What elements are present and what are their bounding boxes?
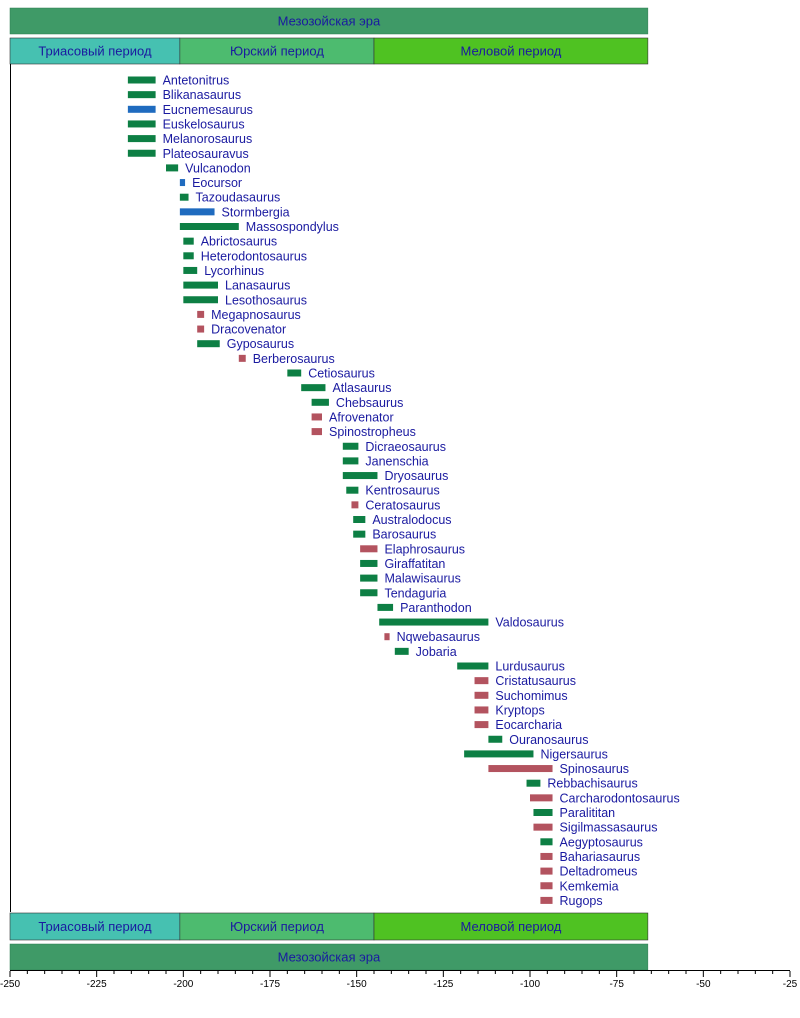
bar-massospondylus xyxy=(180,223,239,230)
top-period-label-2: Меловой период xyxy=(460,43,562,59)
bar-paranthodon xyxy=(377,604,393,611)
label-dicraeosaurus: Dicraeosaurus xyxy=(365,439,446,454)
bar-janenschia xyxy=(343,457,359,464)
label-valdosaurus: Valdosaurus xyxy=(495,615,564,630)
bar-barosaurus xyxy=(353,531,365,538)
bar-atlasaurus xyxy=(301,384,325,391)
bar-eocursor xyxy=(180,179,185,186)
x-tick-label: -150 xyxy=(346,979,367,990)
bar-antetonitrus xyxy=(128,77,156,84)
bar-spinosaurus xyxy=(488,765,552,772)
bar-malawisaurus xyxy=(360,575,377,582)
bar-valdosaurus xyxy=(379,619,488,626)
x-tick-label: -75 xyxy=(609,979,624,990)
top-bands xyxy=(10,8,648,64)
bar-nqwebasaurus xyxy=(384,633,389,640)
label-stormbergia: Stormbergia xyxy=(221,205,290,220)
top-era-label: Мезозойская эра xyxy=(277,13,381,29)
label-heterodontosaurus: Heterodontosaurus xyxy=(200,249,308,264)
bar-carcharodontosaurus xyxy=(530,794,553,801)
bar-melanorosaurus xyxy=(128,135,156,142)
bar-berberosaurus xyxy=(239,355,246,362)
x-tick-label: -50 xyxy=(696,979,711,990)
x-tick-label: -175 xyxy=(259,979,281,990)
label-plateosauravus: Plateosauravus xyxy=(162,146,249,161)
bottom-period-label-2: Меловой период xyxy=(460,919,562,934)
label-barosaurus: Barosaurus xyxy=(372,527,437,542)
label-dracovenator: Dracovenator xyxy=(211,322,287,337)
label-euskelosaurus: Euskelosaurus xyxy=(162,117,245,132)
bar-deltadromeus xyxy=(540,868,552,875)
label-vulcanodon: Vulcanodon xyxy=(185,161,251,176)
bar-vulcanodon xyxy=(166,164,178,171)
label-janenschia: Janenschia xyxy=(365,454,429,469)
bar-kemkemia xyxy=(540,882,552,889)
taxon-bars xyxy=(128,74,680,908)
label-tendaguria: Tendaguria xyxy=(384,586,447,601)
top-period-label-1: Юрский период xyxy=(229,43,324,59)
bar-giraffatitan xyxy=(360,560,377,567)
label-kryptops: Kryptops xyxy=(495,703,545,718)
bar-afrovenator xyxy=(312,413,322,420)
top-period-label-0: Триасовый период xyxy=(38,43,152,59)
label-aegyptosaurus: Aegyptosaurus xyxy=(559,835,643,850)
label-malawisaurus: Malawisaurus xyxy=(384,571,461,586)
x-tick-label: -125 xyxy=(433,979,454,990)
label-sigilmassasaurus: Sigilmassasaurus xyxy=(559,820,658,835)
label-spinosaurus: Spinosaurus xyxy=(559,762,630,777)
bar-gyposaurus xyxy=(197,340,220,347)
bar-lycorhinus xyxy=(183,267,197,274)
label-lesothosaurus: Lesothosaurus xyxy=(225,293,308,308)
label-paralititan: Paralititan xyxy=(559,806,616,820)
bar-eucnemesaurus xyxy=(128,106,156,113)
label-eocursor: Eocursor xyxy=(192,176,243,191)
bar-dicraeosaurus xyxy=(343,443,359,450)
label-dryosaurus: Dryosaurus xyxy=(384,469,449,484)
bar-lurdusaurus xyxy=(457,663,488,670)
bar-ceratosaurus xyxy=(351,501,358,508)
bar-heterodontosaurus xyxy=(183,252,193,259)
bar-lanasaurus xyxy=(183,282,218,289)
label-lycorhinus: Lycorhinus xyxy=(204,263,265,278)
label-suchomimus: Suchomimus xyxy=(495,688,568,703)
bar-chebsaurus xyxy=(312,399,329,406)
bottom-period-label-1: Юрский период xyxy=(229,919,324,934)
bar-paralititan xyxy=(533,809,552,816)
label-lurdusaurus: Lurdusaurus xyxy=(495,659,565,674)
label-cetiosaurus: Cetiosaurus xyxy=(308,366,375,381)
label-massospondylus: Massospondylus xyxy=(245,220,339,234)
bottom-era-label: Мезозойская эра xyxy=(277,949,381,965)
bar-nigersaurus xyxy=(464,750,533,757)
label-jobaria: Jobaria xyxy=(415,644,457,659)
label-blikanasaurus: Blikanasaurus xyxy=(162,88,242,103)
label-kemkemia: Kemkemia xyxy=(559,879,619,894)
bar-cetiosaurus xyxy=(287,370,301,377)
label-deltadromeus: Deltadromeus xyxy=(559,864,638,879)
label-carcharodontosaurus: Carcharodontosaurus xyxy=(559,791,680,806)
label-megapnosaurus: Megapnosaurus xyxy=(211,307,301,322)
x-tick-label: -200 xyxy=(173,979,194,990)
bar-sigilmassasaurus xyxy=(533,824,552,831)
label-eocarcharia: Eocarcharia xyxy=(495,718,563,733)
bar-lesothosaurus xyxy=(183,296,218,303)
label-melanorosaurus: Melanorosaurus xyxy=(162,132,253,147)
bar-blikanasaurus xyxy=(128,91,156,98)
bar-ouranosaurus xyxy=(488,736,502,743)
label-abrictosaurus: Abrictosaurus xyxy=(200,234,278,249)
x-tick-label: -225 xyxy=(86,979,107,990)
bar-rugops xyxy=(540,897,552,904)
label-rebbachisaurus: Rebbachisaurus xyxy=(547,776,638,791)
bar-kentrosaurus xyxy=(346,487,358,494)
x-tick-label: -100 xyxy=(519,979,541,990)
bottom-bands xyxy=(10,913,648,970)
bar-cristatusaurus xyxy=(475,677,489,684)
label-atlasaurus: Atlasaurus xyxy=(332,381,392,396)
bar-tendaguria xyxy=(360,589,377,596)
label-nigersaurus: Nigersaurus xyxy=(540,747,608,762)
label-berberosaurus: Berberosaurus xyxy=(252,351,335,366)
bar-rebbachisaurus xyxy=(527,780,541,787)
label-cristatusaurus: Cristatusaurus xyxy=(495,674,576,689)
bar-euskelosaurus xyxy=(128,120,156,127)
label-chebsaurus: Chebsaurus xyxy=(335,395,404,410)
x-tick-label: -250 xyxy=(0,979,21,990)
bar-kryptops xyxy=(475,706,489,713)
bar-aegyptosaurus xyxy=(540,838,552,845)
bar-megapnosaurus xyxy=(197,311,204,318)
label-australodocus: Australodocus xyxy=(372,513,452,527)
bar-dracovenator xyxy=(197,326,204,333)
label-nqwebasaurus: Nqwebasaurus xyxy=(396,630,480,645)
bar-australodocus xyxy=(353,516,365,523)
label-tazoudasaurus: Tazoudasaurus xyxy=(195,190,281,205)
label-lanasaurus: Lanasaurus xyxy=(225,278,291,293)
bar-tazoudasaurus xyxy=(180,194,189,201)
label-kentrosaurus: Kentrosaurus xyxy=(365,483,440,498)
bar-suchomimus xyxy=(475,692,489,699)
label-rugops: Rugops xyxy=(559,893,603,908)
label-ceratosaurus: Ceratosaurus xyxy=(365,498,441,513)
bar-plateosauravus xyxy=(128,150,156,157)
label-bahariasaurus: Bahariasaurus xyxy=(559,849,641,864)
label-antetonitrus: Antetonitrus xyxy=(162,73,230,88)
bar-elaphrosaurus xyxy=(360,545,377,552)
bar-jobaria xyxy=(395,648,409,655)
bar-bahariasaurus xyxy=(540,853,552,860)
x-axis xyxy=(0,971,798,991)
label-spinostropheus: Spinostropheus xyxy=(329,425,416,440)
bar-abrictosaurus xyxy=(183,238,193,245)
bottom-period-label-0: Триасовый период xyxy=(38,919,152,934)
x-tick-label: -25 xyxy=(782,979,798,990)
label-ouranosaurus: Ouranosaurus xyxy=(509,732,589,747)
bar-stormbergia xyxy=(180,208,215,215)
label-eucnemesaurus: Eucnemesaurus xyxy=(162,102,253,117)
label-paranthodon: Paranthodon xyxy=(400,600,472,615)
bar-eocarcharia xyxy=(475,721,489,728)
label-afrovenator: Afrovenator xyxy=(329,410,394,425)
label-giraffatitan: Giraffatitan xyxy=(384,556,446,571)
bar-spinostropheus xyxy=(312,428,322,435)
label-elaphrosaurus: Elaphrosaurus xyxy=(384,542,466,557)
bar-dryosaurus xyxy=(343,472,378,479)
label-gyposaurus: Gyposaurus xyxy=(226,337,295,352)
